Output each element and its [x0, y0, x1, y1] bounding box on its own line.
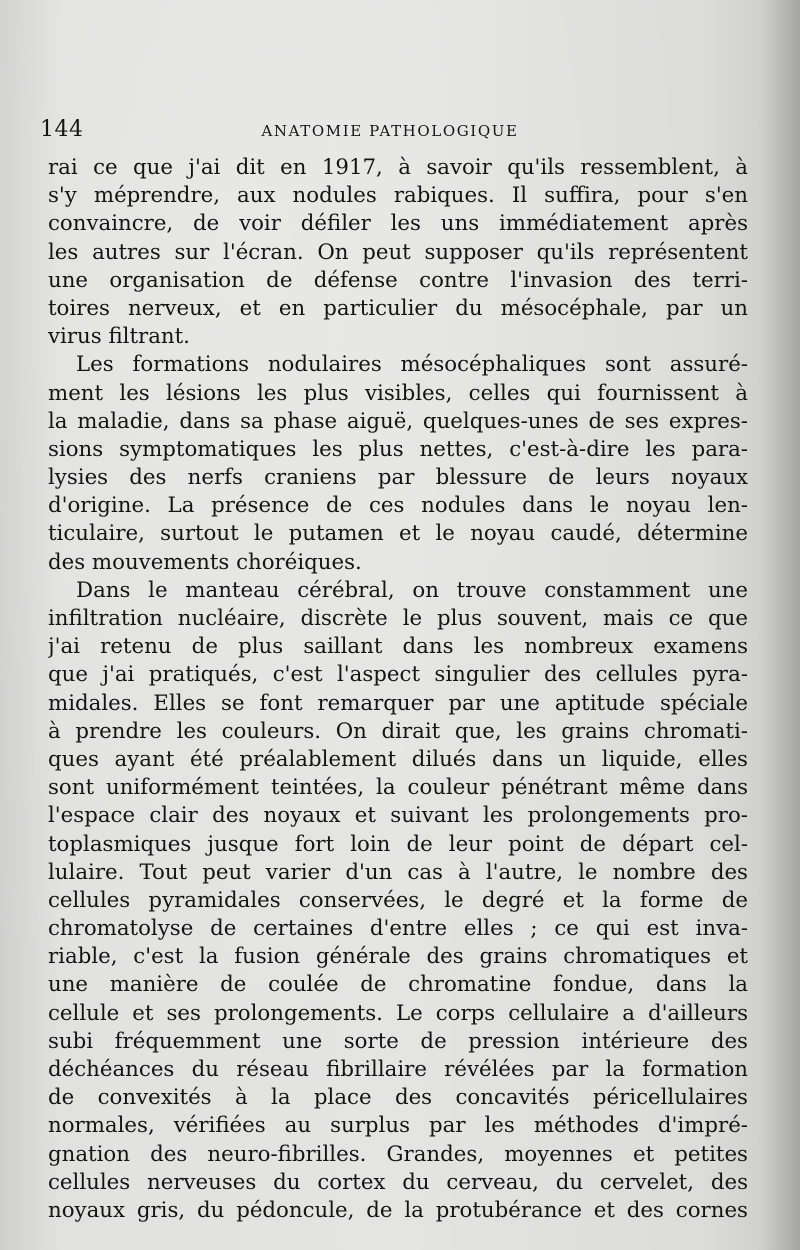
text-line: noyaux gris, du pédoncule, de la protubérance et des cornes	[48, 1197, 748, 1223]
text-line: riable, c'est la fusion générale des grains chromatiques et	[48, 944, 748, 970]
text-line: cellules nerveuses du cortex du cerveau, du cervelet, des	[48, 1169, 748, 1195]
text-line: midales. Elles se font remarquer par une aptitude spéciale	[48, 690, 748, 716]
text-line: toires nerveux, et en particulier du mésocéphale, par un	[48, 295, 748, 321]
text-line: les autres sur l'écran. On peut supposer qu'ils représentent	[48, 239, 748, 265]
page-edge-shadow	[760, 0, 800, 1250]
text-line: à prendre les couleurs. On dirait que, les grains chromati-	[48, 718, 748, 744]
text-line: déchéances du réseau fibrillaire révélées par la formation	[48, 1057, 748, 1082]
text-line: s'y méprendre, aux nodules rabiques. Il suffira, pour s'en	[48, 183, 748, 209]
text-line: d'origine. La présence de ces nodules dans le noyau len-	[48, 493, 748, 519]
text-line: cellule et ses prolongements. Le corps cellulaire a d'ailleurs	[48, 1000, 748, 1026]
text-line: rai ce que j'ai dit en 1917, à savoir qu'ils ressemblent, à	[48, 155, 748, 180]
text-line: sions symptomatiques les plus nettes, c'est-à-dire les para-	[48, 436, 748, 462]
text-line: sont uniformément teintées, la couleur pénétrant même dans	[48, 775, 748, 801]
text-line: lysies des nerfs craniens par blessure de leurs noyaux	[48, 465, 748, 491]
text-line: chromatolyse de certaines d'entre elles ; ce qui est inva-	[48, 916, 748, 942]
text-line: convaincre, de voir défiler les uns immédiatement après	[48, 211, 748, 237]
text-line: que j'ai pratiqués, c'est l'aspect singulier des cellules pyra-	[48, 662, 748, 688]
text-line: subi fréquemment une sorte de pression intérieure des	[48, 1028, 748, 1054]
text-line: ment les lésions les plus visibles, celles qui fournissent à	[48, 380, 748, 406]
text-line: normales, vérifiées au surplus par les méthodes d'impré-	[48, 1113, 748, 1139]
text-line: cellules pyramidales conservées, le degré et la forme de	[48, 887, 748, 913]
running-title: ANATOMIE PATHOLOGIQUE	[261, 122, 519, 140]
page-number: 144	[40, 117, 84, 142]
text-line: lulaire. Tout peut varier d'un cas à l'autre, le nombre des	[48, 859, 748, 885]
text-line: l'espace clair des noyaux et suivant les prolongements pro-	[48, 803, 748, 829]
text-line: des mouvements choréiques.	[48, 549, 362, 575]
text-line: ticulaire, surtout le putamen et le noyau caudé, détermine	[48, 521, 748, 547]
text-line: Dans le manteau cérébral, on trouve constamment une	[76, 577, 748, 603]
text-line: gnation des neuro-fibrilles. Grandes, moyennes et petites	[48, 1141, 748, 1167]
text-line: la maladie, dans sa phase aiguë, quelques-unes de ses expres-	[48, 408, 748, 434]
text-line: une organisation de défense contre l'invasion des terri-	[48, 267, 748, 293]
page-header	[40, 118, 740, 142]
text-line: ques ayant été préalablement dilués dans un liquide, elles	[48, 746, 748, 772]
text-line: j'ai retenu de plus saillant dans les nombreux examens	[48, 634, 748, 660]
text-line: infiltration nucléaire, discrète le plus souvent, mais ce que	[48, 606, 748, 631]
text-line: de convexités à la place des concavités péricellulaires	[48, 1085, 748, 1111]
text-line: toplasmiques jusque fort loin de leur point de départ cel-	[48, 831, 748, 857]
body-text	[48, 154, 748, 1225]
text-line: Les formations nodulaires mésocéphaliques sont assuré-	[76, 352, 748, 378]
text-line: virus filtrant.	[48, 324, 190, 350]
text-line: une manière de coulée de chromatine fondue, dans la	[48, 972, 748, 998]
